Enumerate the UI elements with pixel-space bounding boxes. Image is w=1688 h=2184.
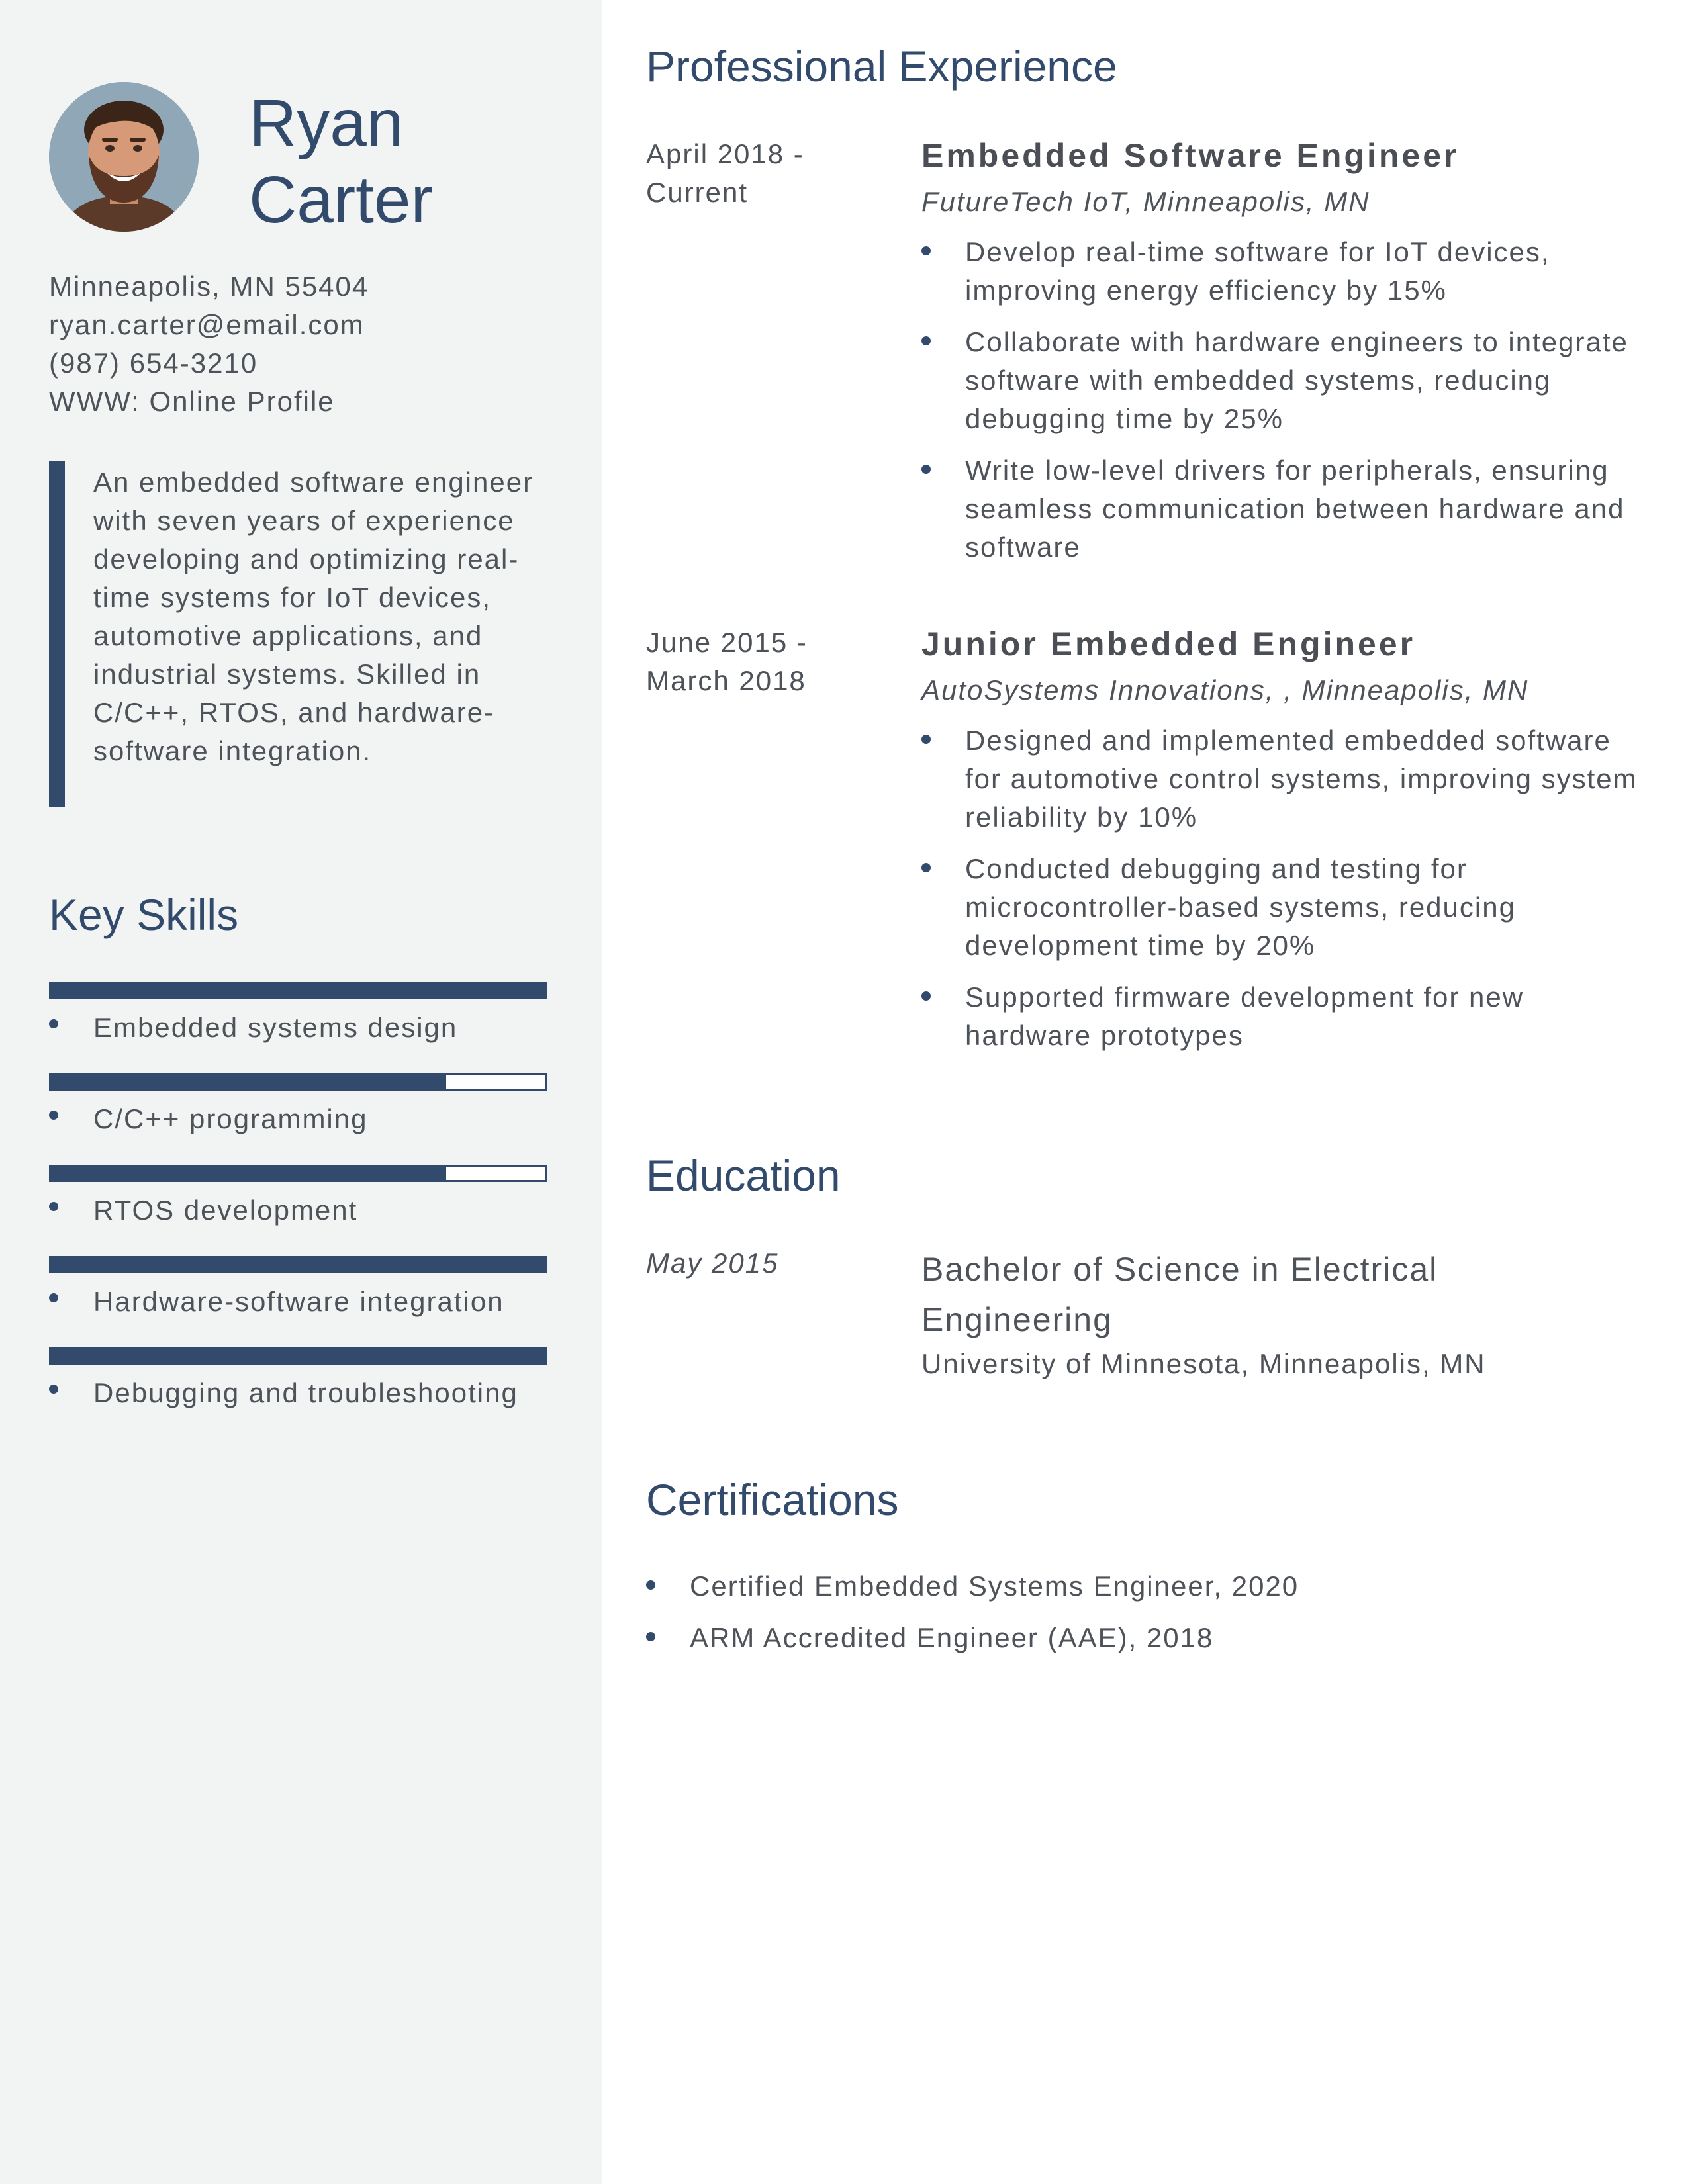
skill-item	[49, 1165, 547, 1256]
list-item	[921, 323, 1652, 438]
skill-item	[49, 1256, 547, 1347]
bullet-icon	[49, 1385, 58, 1394]
skill-item	[49, 1073, 547, 1165]
school: University of Minnesota, Minneapolis, MN	[921, 1348, 1486, 1379]
skills-list	[49, 982, 547, 1439]
skill-level-bar	[49, 1165, 547, 1182]
skill-label: C/C++ programming	[93, 1103, 368, 1134]
list-item	[921, 721, 1652, 837]
bullet-icon	[49, 1111, 58, 1120]
bullet-icon	[921, 863, 931, 872]
certifications-heading: Certifications	[646, 1475, 899, 1524]
degree: Bachelor of Science in Electrical Engineering	[921, 1251, 1438, 1338]
job-details	[921, 623, 1652, 1068]
skill-label: Hardware-software integration	[93, 1286, 504, 1317]
skill-label: Debugging and troubleshooting	[93, 1377, 518, 1408]
bullet-icon	[49, 1019, 58, 1028]
job-details	[921, 135, 1652, 580]
list-item	[646, 1619, 1639, 1657]
professional-summary: An embedded software engineer with seven years of experience developing and optimizing real-time systems for IoT devices, automotive applications, and industrial systems. Skilled in C/C++, RTOS, and hardware-software integration.	[93, 467, 534, 766]
list-item	[646, 1567, 1639, 1606]
sidebar	[0, 0, 602, 2184]
job-title: Junior Embedded Engineer	[921, 625, 1416, 662]
skill-level-fill	[51, 1349, 545, 1363]
education-heading: Education	[646, 1151, 841, 1200]
certifications-list	[646, 1567, 1639, 1670]
bullet-icon	[646, 1580, 655, 1590]
bullet-icon	[646, 1632, 655, 1641]
skill-level-fill	[51, 1258, 545, 1271]
bullet-icon	[921, 735, 931, 744]
skill-item	[49, 982, 547, 1073]
list-item	[921, 978, 1652, 1055]
bullet-text: Conducted debugging and testing for microcontroller-based systems, reducing development time by 20%	[965, 853, 1516, 961]
experience-heading: Professional Experience	[646, 42, 1117, 91]
skill-level-fill	[51, 1167, 446, 1180]
job-bullets	[921, 233, 1652, 567]
list-item	[921, 233, 1652, 310]
contact-website[interactable]: WWW: Online Profile	[49, 386, 335, 417]
first-name: Ryan	[249, 86, 404, 160]
skills-heading: Key Skills	[49, 890, 239, 939]
skill-label: RTOS development	[93, 1195, 358, 1226]
certification-text: ARM Accredited Engineer (AAE), 2018	[690, 1622, 1214, 1653]
skill-level-bar	[49, 1256, 547, 1273]
bullet-icon	[921, 465, 931, 474]
summary-accent-bar	[49, 461, 65, 807]
bullet-text: Write low-level drivers for peripherals, ensuring seamless communication between hardware and software	[965, 455, 1625, 563]
skill-level-fill	[51, 984, 545, 997]
contact-address: Minneapolis, MN 55404	[49, 271, 369, 302]
certification-text: Certified Embedded Systems Engineer, 2020	[690, 1570, 1299, 1602]
skill-level-fill	[51, 1075, 446, 1089]
candidate-name	[249, 85, 433, 238]
list-item	[921, 850, 1652, 965]
skill-level-bar	[49, 1073, 547, 1091]
contact-phone: (987) 654-3210	[49, 347, 258, 379]
bullet-text: Designed and implemented embedded software for automotive control systems, improving system reliability by 10%	[965, 725, 1638, 833]
job-date: April 2018 - Current	[646, 138, 804, 208]
bullet-icon	[921, 336, 931, 345]
bullet-icon	[49, 1293, 58, 1302]
education-details	[921, 1244, 1583, 1383]
last-name: Carter	[249, 163, 433, 237]
bullet-text: Supported firmware development for new hardware prototypes	[965, 981, 1524, 1051]
bullet-text: Collaborate with hardware engineers to integrate software with embedded systems, reducing debugging time by 25%	[965, 326, 1628, 434]
avatar	[49, 82, 199, 232]
job-company: FutureTech IoT, Minneapolis, MN	[921, 186, 1370, 217]
list-item	[921, 451, 1652, 567]
job-bullets	[921, 721, 1652, 1055]
skill-label: Embedded systems design	[93, 1012, 458, 1043]
job-date: June 2015 - March 2018	[646, 627, 808, 696]
person-photo-icon	[49, 82, 199, 232]
bullet-icon	[921, 246, 931, 255]
bullet-text: Develop real-time software for IoT devices, improving energy efficiency by 15%	[965, 236, 1550, 306]
contact-info	[49, 267, 369, 421]
bullet-icon	[49, 1202, 58, 1211]
job-company: AutoSystems Innovations, , Minneapolis, MN	[921, 674, 1529, 705]
skill-level-bar	[49, 982, 547, 999]
skill-level-bar	[49, 1347, 547, 1365]
bullet-icon	[921, 991, 931, 1001]
education-date: May 2015	[646, 1248, 779, 1279]
skill-item	[49, 1347, 547, 1439]
job-title: Embedded Software Engineer	[921, 137, 1460, 174]
main-content	[602, 0, 1688, 2184]
contact-email[interactable]: ryan.carter@email.com	[49, 309, 365, 340]
